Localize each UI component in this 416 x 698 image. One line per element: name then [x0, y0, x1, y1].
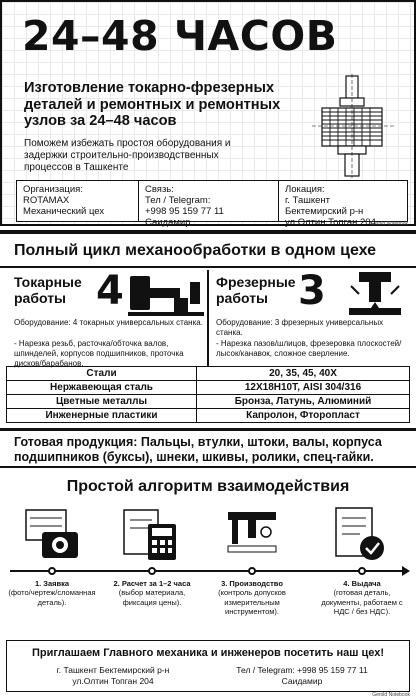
- algorithm-section: [0, 466, 416, 698]
- full-cycle-section: [0, 230, 416, 430]
- org-cell: [17, 181, 139, 221]
- org-dept: Механический цех: [23, 206, 105, 217]
- divider: [0, 266, 416, 268]
- headline-title: 24–48 ЧАСОВ: [22, 12, 338, 60]
- algorithm-title: Простой алгоритм взаимодействия: [66, 478, 350, 495]
- table-row: [7, 395, 410, 409]
- material-name: Нержавеющая сталь: [7, 381, 197, 395]
- step-title: 4. Выдача: [343, 579, 381, 588]
- step-2: [108, 579, 196, 607]
- brand-mark: Gerold Notebook: [370, 221, 408, 227]
- location-street: ул.Олтин Топган 204: [285, 217, 376, 228]
- document-icon: [330, 506, 390, 564]
- material-value: Капролон, Фторопласт: [197, 409, 410, 423]
- location-city: г. Ташкент: [285, 195, 331, 206]
- cycle-title: Полный цикл механообработки в одном цехе: [14, 242, 377, 259]
- contact-cell: [139, 181, 279, 228]
- step-desc: (готовая деталь, документы, работаем с НДС / без НДС).: [321, 588, 403, 616]
- milling-service: [210, 268, 410, 362]
- headline-subtitle: Изготовление токарно-фрезерных деталей и ремонтных и ремонтных узлов за 24–48 часов: [24, 80, 281, 129]
- step-title: 3. Производство: [221, 579, 283, 588]
- step-1: [8, 579, 96, 607]
- header-poster: [0, 0, 416, 226]
- products-text: Готовая продукция: Пальцы, втулки, штоки, валы, корпуса подшипников (буксы), шнеки, шкивы, ролики, спец-гайки.: [14, 435, 382, 464]
- brand-mark: Gerold Notebook: [372, 692, 410, 698]
- material-name: Инженерные пластики: [7, 409, 197, 423]
- table-row: [7, 381, 410, 395]
- milling-equipment: Оборудование: 3 фрезерных универсальных станка.: [216, 318, 384, 337]
- cta-contact: [217, 665, 387, 686]
- org-name: ROTAMAX: [23, 195, 70, 206]
- timeline-dot: [148, 567, 156, 575]
- cta-name: Саидамир: [281, 675, 323, 686]
- turning-name: Токарные работы: [14, 274, 82, 306]
- contact-name: Саидамир: [145, 217, 191, 228]
- timeline-dot: [48, 567, 56, 575]
- turning-count: 4: [96, 268, 124, 314]
- step-4: [318, 579, 406, 616]
- step-desc: (контроль допусков измерительным инструментом).: [218, 588, 286, 616]
- cta-phone[interactable]: Тел / Telegram: +998 95 159 77 11: [236, 665, 368, 675]
- turning-operations: - Нарезка резьб, расточка/обточка валов, шпинделей, корпусов подшипников, проточка дисков/барабанов.: [14, 339, 184, 368]
- material-name: Стали: [7, 367, 197, 381]
- cta-box: [6, 640, 410, 692]
- step-title: 1. Заявка: [34, 579, 70, 588]
- location-label: Локация:: [285, 184, 325, 195]
- turning-equipment: Оборудование: 4 токарных универсальных станка.: [14, 318, 203, 327]
- turning-service: [8, 268, 208, 368]
- step-title: 2. Расчет за 1–2 часа: [113, 579, 191, 588]
- lathe-icon: [128, 272, 204, 318]
- materials-table: [6, 366, 410, 423]
- material-value: 12Х18Н10Т, AISI 304/316: [197, 381, 410, 395]
- products-section: [0, 428, 416, 466]
- timeline-dot: [358, 567, 366, 575]
- step-desc: (фото/чертеж/сломанная деталь).: [8, 588, 96, 607]
- milling-cutter-icon: [345, 272, 405, 318]
- org-label: Организация:: [23, 184, 83, 195]
- calculator-icon: [120, 506, 180, 564]
- cta-street: ул.Олтин Топган 204: [72, 675, 154, 686]
- step-3: [208, 579, 296, 616]
- step-desc: (выбор материала, фиксация цены).: [118, 588, 186, 607]
- material-value: 20, 35, 45, 40Х: [197, 367, 410, 381]
- material-value: Бронза, Латунь, Алюминий: [197, 395, 410, 409]
- milling-operations: - Нарезка пазов/шлицов, фрезеровка плоскостей/лысок/канавок, сложное сверление.: [216, 339, 402, 358]
- headline-description: Поможем избежать простоя оборудования и задержки строительно-производственных процессов в Ташкенте: [24, 138, 231, 173]
- caliper-icon: [222, 506, 282, 564]
- milling-name: Фрезерные работы: [216, 274, 296, 306]
- milling-count: 3: [298, 268, 326, 314]
- timeline-dot: [248, 567, 256, 575]
- camera-icon: [22, 506, 82, 564]
- contact-phone[interactable]: +998 95 159 77 11: [145, 206, 224, 217]
- contact-label: Связь:: [145, 184, 174, 195]
- material-name: Цветные металлы: [7, 395, 197, 409]
- cta-city-district: г. Ташкент Бектемирский р-н: [56, 665, 170, 675]
- cta-title: Приглашаем Главного механика и инженеров посетить наш цех!: [32, 647, 384, 659]
- table-row: [7, 367, 410, 381]
- timeline-arrow: [10, 570, 408, 572]
- location-district: Бектемирский р-н: [285, 206, 364, 217]
- cta-location: [43, 665, 183, 686]
- table-row: [7, 409, 410, 423]
- gear-shaft-drawing-icon: [302, 74, 402, 179]
- contact-line1: Тел / Telegram:: [145, 195, 211, 206]
